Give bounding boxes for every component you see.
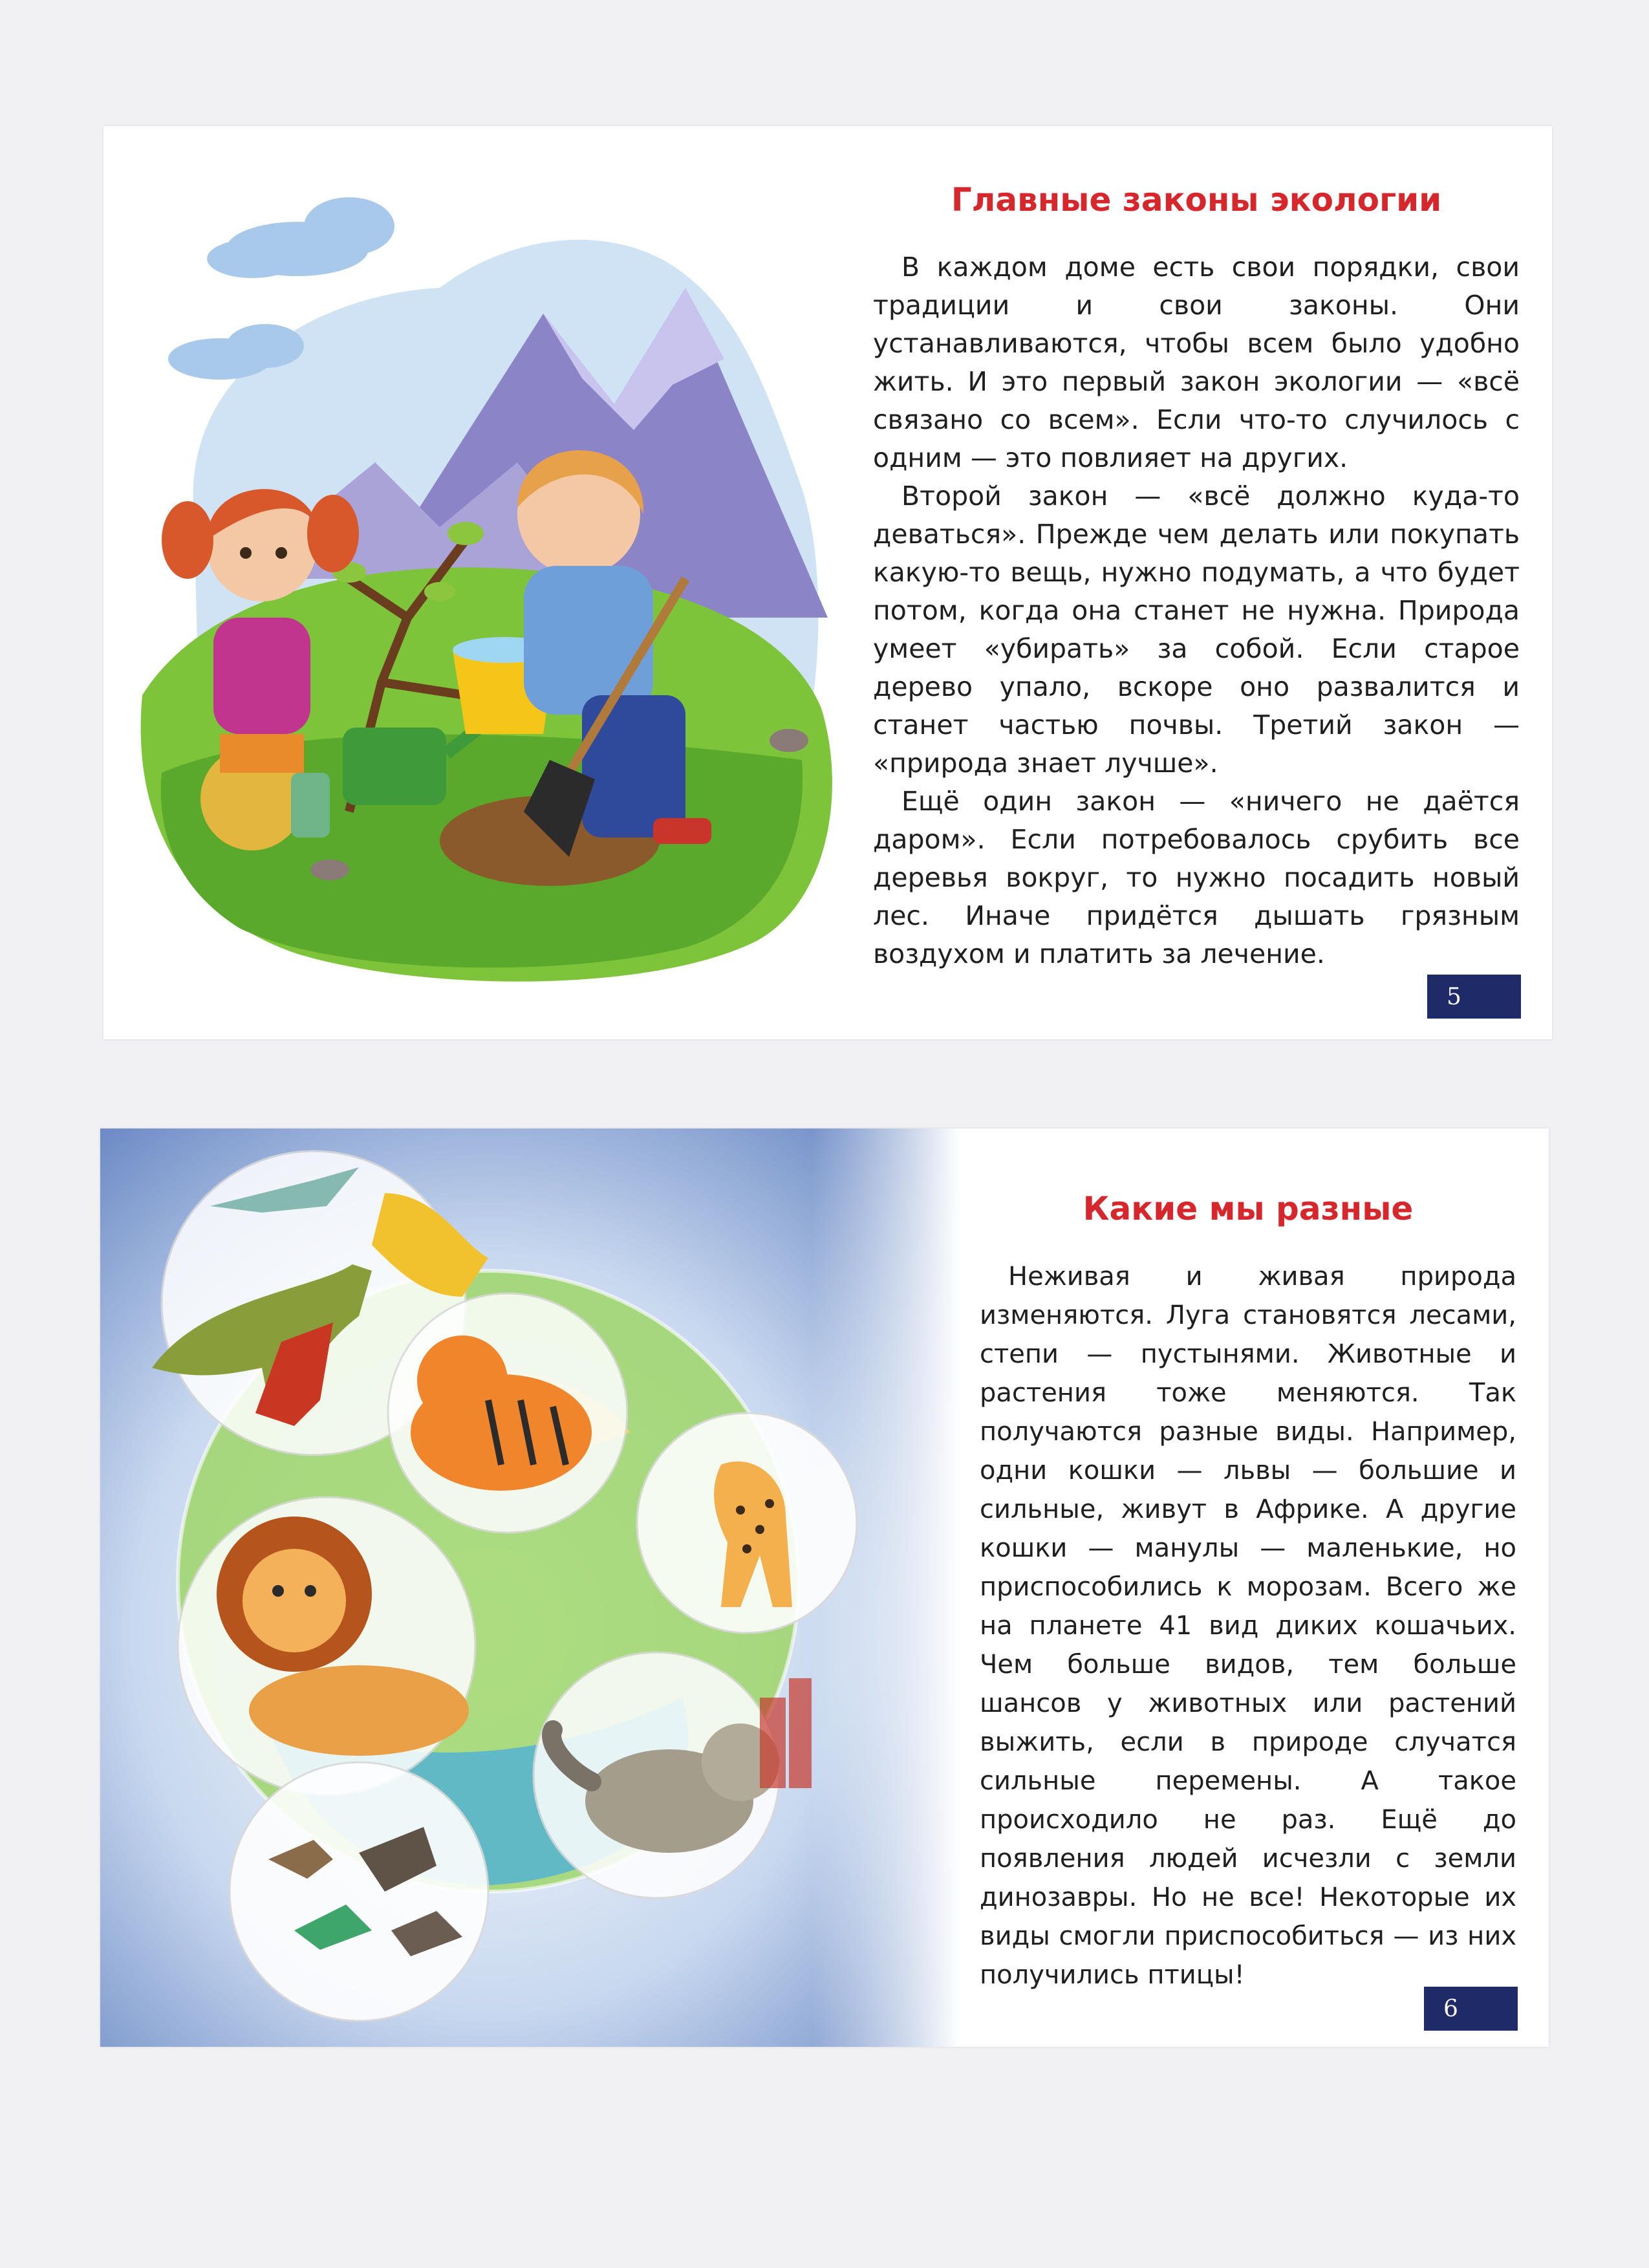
leopard-circle xyxy=(637,1413,857,1633)
paragraph: Неживая и живая природа изменяются. Луга становятся лесами, степи — пустынями. Животные и растения тоже меняются. Так получаются разные виды. Например, одни кошки — львы — большие и сильные, живут в Африке. А другие кошки — манулы — маленькие, но приспособились к морозам. Всего же на планете 41 вид диких кошачьих. Чем больше видов, тем больше шансов у животных или растений выжить, если в природе случатся сильные перемены. А такое происходило не раз. Ещё до появления людей исчезли с земли динозавры. Но не все! Некоторые их виды смогли приспособиться — из них получились птицы! xyxy=(980,1262,1516,1990)
paragraph: Ещё один закон — «ничего не даётся даром». Если потребовалось срубить все деревья вокруг, то нужно посадить новый лес. Иначе придётся дышать грязным воздухом и платить за лечение. xyxy=(873,786,1520,969)
tiger-circle xyxy=(388,1293,627,1533)
illustration-animal-diversity xyxy=(100,1129,960,2047)
birds-circle xyxy=(230,1762,488,2021)
page-number-badge: 5 xyxy=(1427,975,1521,1019)
page-title: Какие мы разные xyxy=(1083,1190,1414,1227)
manul-circle xyxy=(534,1652,779,1898)
text-column xyxy=(980,1190,1516,1994)
page-number-badge: 6 xyxy=(1424,1987,1518,2031)
paragraph: Второй закон — «всё должно куда-то деваться». Прежде чем делать или покупать какую-то вещь, нужно подумать, а что будет потом, когда она станет не нужна. Природа умеет «убирать» за собой. Если старое дерево упало, вскоре оно развалится и станет частью почвы. Третий закон — «природа знает лучше». xyxy=(873,481,1520,779)
book-page-6 xyxy=(100,1129,1549,2047)
page-title: Главные законы экологии xyxy=(951,181,1442,219)
illustration-kids-planting-tree xyxy=(103,126,918,1039)
paragraph: В каждом доме есть свои порядки, свои традиции и свои законы. Они устанавливаются, чтобы всем было удобно жить. И это первый закон экологии — «всё связано со всем». Если что-то случилось с одним — это повлияет на других. xyxy=(873,252,1520,473)
book-page-5 xyxy=(103,126,1552,1039)
lion-circle xyxy=(178,1497,475,1795)
text-column xyxy=(873,181,1520,973)
